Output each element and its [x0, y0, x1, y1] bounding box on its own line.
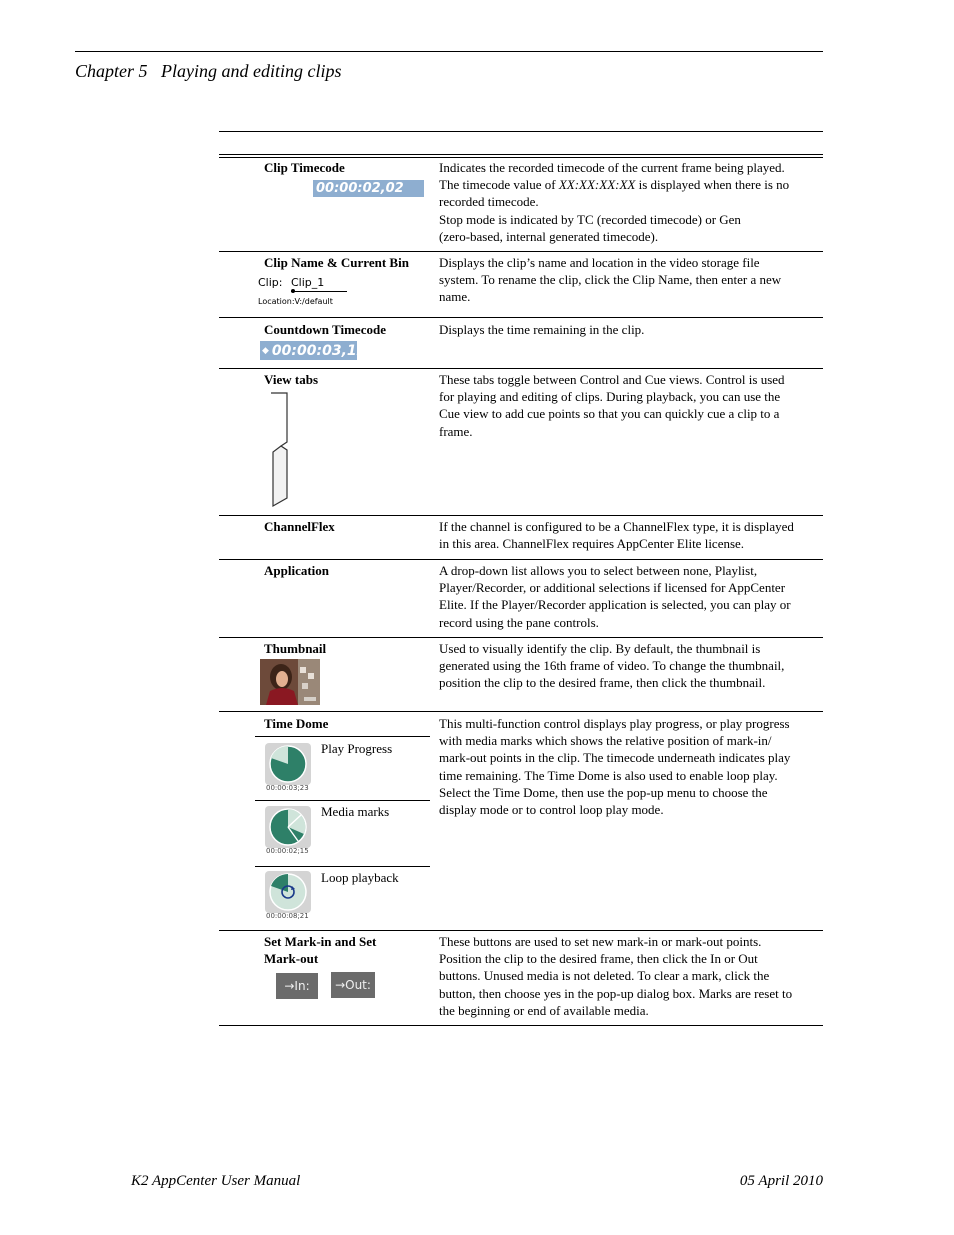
clip-location: Location:V:/default — [258, 297, 333, 306]
row-divider — [219, 711, 823, 712]
clip-name-description: Displays the clip’s name and location in the video storage file system. To rename the clip, click the Clip Name, then enter a new name. — [439, 255, 782, 305]
table-header-rule-2 — [219, 157, 823, 158]
control-tab-shape — [271, 393, 287, 446]
clip-prefix: Clip: — [258, 276, 283, 289]
play-progress-timecode: 00:00:03;23 — [266, 784, 309, 792]
table-header-rule-1 — [219, 154, 823, 155]
loop-playback-label: Loop playback — [321, 870, 399, 885]
play-progress-dome-icon — [265, 743, 311, 785]
table-top-rule — [219, 131, 823, 132]
loop-playback-dome-icon — [265, 871, 311, 913]
clip-name-value: Clip_1 — [291, 276, 325, 289]
application-description: A drop-down list allows you to select between none, Playlist, Player/Recorder, or additional selections if licensed for AppCenter Elite. If the Player/Recorder application is selected, you can play or record using the pane controls. — [439, 563, 791, 630]
footer-manual-title: K2 AppCenter User Manual — [131, 1173, 301, 1189]
row-divider — [219, 251, 823, 252]
channelflex-label: ChannelFlex — [264, 519, 335, 534]
cue-tab-shape — [273, 446, 287, 506]
time-dome-sub-rule — [255, 736, 430, 737]
countdown-description: Displays the time remaining in the clip. — [439, 322, 645, 337]
mark-in-button[interactable]: →In: — [276, 973, 318, 999]
view-tabs-label: View tabs — [264, 372, 319, 387]
footer-date: 05 April 2010 — [739, 1173, 823, 1189]
clip-timecode-description: Indicates the recorded timecode of the current frame being played. The timecode value of XX:XX:XX:XX is displayed when there is no recorded timecode. Stop mode is indicated by TC (recorded timecode) or Gen (zero-based, internal generated timecode). — [439, 160, 790, 244]
view-tabs-description: These tabs toggle between Control and Cue views. Control is used for playing and editing of clips. During playback, you can use the Cue view to add cue points so that you can quickly cue a clip to a frame. — [439, 372, 785, 439]
media-marks-label: Media marks — [321, 804, 390, 819]
view-tabs-image — [266, 390, 292, 510]
clip-name-dot — [291, 289, 295, 293]
clip-timecode-label: Clip Timecode — [264, 160, 345, 175]
row-divider — [219, 368, 823, 369]
table-bottom-rule — [219, 1025, 823, 1026]
chapter-title: Chapter 5 Playing and editing clips — [75, 61, 342, 81]
row-divider — [219, 930, 823, 931]
time-dome-label: Time Dome — [264, 716, 329, 731]
clip-name-image — [258, 276, 358, 310]
clip-timecode-image — [313, 180, 436, 197]
mark-out-button[interactable]: →Out: — [331, 972, 375, 998]
channelflex-description: If the channel is configured to be a ChannelFlex type, it is displayed in this area. ChannelFlex requires AppCenter Elite license. — [439, 519, 794, 552]
media-marks-timecode: 00:00:02;15 — [266, 847, 309, 855]
clip-timecode-mode: TC — [425, 184, 436, 193]
application-label: Application — [264, 563, 330, 578]
media-marks-dome-icon — [265, 806, 311, 848]
countdown-arrow-icon: ◆ — [262, 345, 269, 356]
countdown-image — [260, 341, 367, 360]
clip-name-label: Clip Name & Current Bin — [264, 255, 409, 270]
row-divider — [219, 637, 823, 638]
loop-playback-timecode: 00:00:08;21 — [266, 912, 309, 920]
time-dome-description: This multi-function control displays play progress, or play progress with media marks which shows the relative position of mark-in/ mark-out points in the clip. The timecode underneath indicates play time remaining. The Time Dome is also used to enable loop play. Select the Time Dome, then use the pop-up menu to choose the display mode or to control loop play mode. — [439, 716, 791, 818]
countdown-value: 00:00:03,12 — [271, 342, 367, 359]
mark-label: Set Mark-in and Set Mark-out — [264, 934, 377, 966]
clip-name-underline — [291, 291, 347, 292]
row-divider — [219, 515, 823, 516]
thumbnail-description: Used to visually identify the clip. By default, the thumbnail is generated using the 16th frame of video. To change the thumbnail, position the clip to the desired frame, then click the thumbnail. — [439, 641, 785, 691]
play-progress-label: Play Progress — [321, 741, 393, 756]
mark-description: These buttons are used to set new mark-in or mark-out points. Position the clip to the desired frame, then click the In or Out buttons. Unused media is not deleted. To clear a mark, click the button, then choose yes in the pop-up dialog box. Marks are reset to the beginning or end of available media. — [439, 934, 793, 1018]
header-rule — [75, 51, 823, 52]
time-dome-sub-rule — [255, 866, 430, 867]
thumbnail-image — [260, 659, 320, 705]
row-divider — [219, 559, 823, 560]
countdown-label: Countdown Timecode — [264, 322, 386, 337]
thumbnail-label: Thumbnail — [264, 641, 327, 656]
row-divider — [219, 317, 823, 318]
clip-timecode-value: 00:00:02,02 — [316, 181, 404, 196]
time-dome-sub-rule — [255, 800, 430, 801]
